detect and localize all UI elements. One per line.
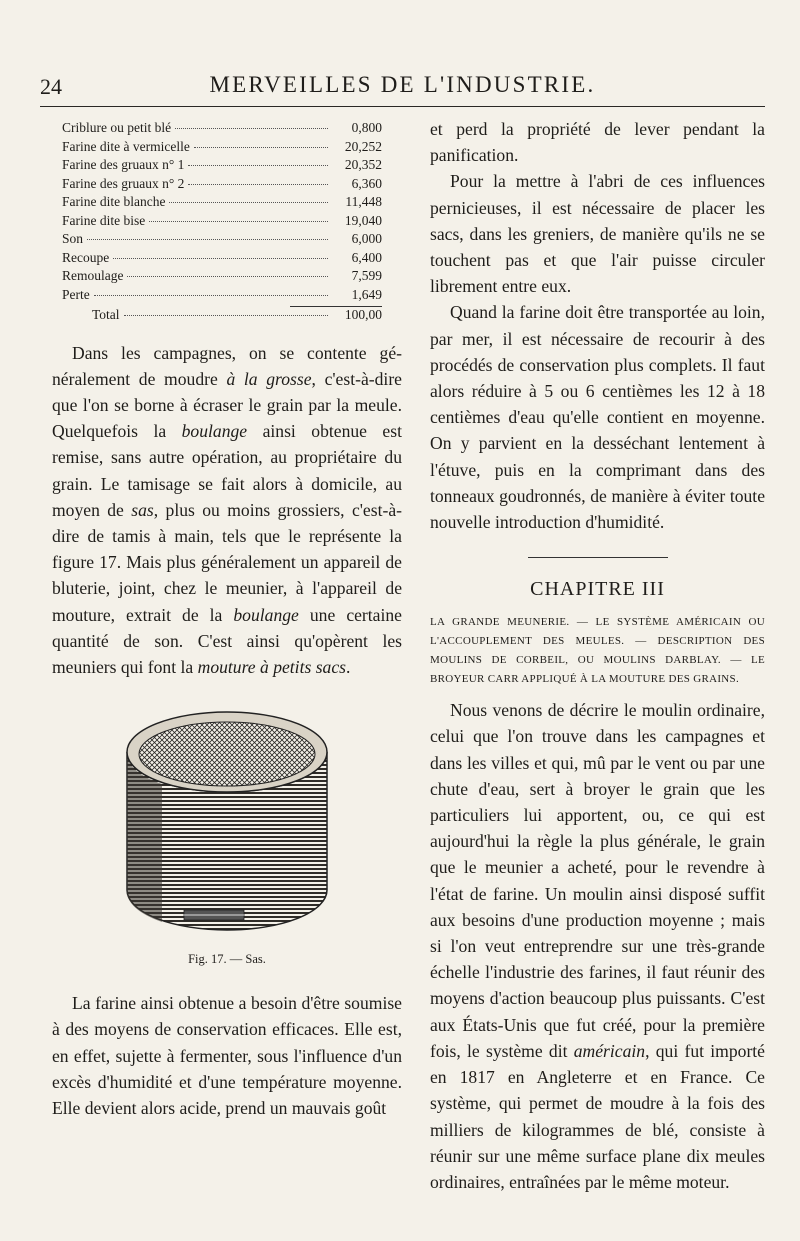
leader-dots bbox=[194, 147, 328, 148]
table-row bbox=[62, 268, 382, 287]
paragraph-continuation: et perd la propriété de lever pendant la panification. bbox=[430, 119, 765, 166]
row-label: Farine dite bise bbox=[62, 212, 146, 228]
italic-term: américain bbox=[573, 1040, 646, 1061]
row-label: Farine dite blanche bbox=[62, 194, 166, 209]
row-value: 0,800 bbox=[351, 120, 382, 135]
table-row bbox=[62, 157, 382, 176]
text: une certaine quantité de son. C'est ainsi qu'opèrent les meuniers qui font la bbox=[52, 604, 402, 677]
text: ainsi obtenue est remise, sans autre opération, au propriétaire du grain. Le tamisage se fait alors à domicile, au moyen de bbox=[52, 421, 402, 520]
row-value: 20,352 bbox=[344, 157, 382, 172]
row-value: 11,448 bbox=[345, 194, 382, 209]
table-row bbox=[62, 250, 382, 269]
row-value: 7,599 bbox=[351, 268, 382, 283]
total-label: Total bbox=[92, 307, 120, 322]
leader-dots bbox=[87, 239, 328, 240]
leader-dots bbox=[127, 276, 328, 277]
leader-dots bbox=[169, 202, 328, 203]
table-row bbox=[62, 231, 382, 250]
text: Dans les campagnes, on se contente généralement de moudre bbox=[52, 342, 402, 389]
total-value: 100,00 bbox=[344, 307, 382, 322]
figure-caption: Fig. 17. — Sas. bbox=[188, 952, 266, 967]
row-value: 1,649 bbox=[351, 286, 382, 302]
paragraph-campagnes bbox=[52, 340, 402, 681]
section-divider bbox=[528, 557, 668, 558]
table-row bbox=[62, 194, 382, 213]
left-column bbox=[52, 120, 402, 1121]
italic-term: à la grosse bbox=[226, 368, 312, 389]
leader-dots bbox=[113, 258, 328, 259]
leader-dots bbox=[124, 315, 328, 316]
leader-dots bbox=[175, 128, 328, 129]
text: , c'est-à-dire que l'on se borne à écraser le grain par la meule. Quelquefois la bbox=[52, 368, 402, 442]
table-row bbox=[62, 120, 382, 139]
flour-yield-table bbox=[62, 120, 382, 326]
row-label: Criblure ou petit blé bbox=[62, 120, 172, 135]
row-label: Farine des gruaux n° 2 bbox=[62, 175, 185, 191]
paragraph-transport: Quand la farine doit être transportée au loin, par mer, il est nécessaire de recourir à des procédés de conservation plus complets. Il faut alors réduire à 5 ou 6 centièmes les 12 à 18 centièmes d'eau qu'elle contient en moyenne. On y parvient en la desséchant lentement à l'étuve, puis en la comprimant dans des tonneaux goudronnés, de manière à éviter toute nouvelle introduction d'humidité. bbox=[430, 302, 765, 533]
table-row bbox=[62, 139, 382, 158]
row-value: 20,252 bbox=[344, 138, 382, 154]
right-column bbox=[430, 116, 765, 1195]
running-title: MERVEILLES DE L'INDUSTRIE. bbox=[209, 72, 596, 97]
leader-dots bbox=[94, 295, 328, 296]
italic-term: sas bbox=[131, 499, 154, 520]
paragraph-moulin bbox=[430, 697, 765, 1195]
table-row bbox=[62, 176, 382, 195]
leader-dots bbox=[188, 165, 328, 166]
text: , plus ou moins grossiers, c'est-à-dire de tamis à main, tels que le représente la figure 17. Mais plus généralement un appareil de bluterie, joint, chez le meunier, à l'appareil de mouture, extrait de la bbox=[52, 499, 402, 625]
row-label: Farine dite à vermicelle bbox=[62, 138, 190, 154]
row-label: Recoupe bbox=[62, 249, 110, 265]
row-label: Farine des gruaux n° 1 bbox=[62, 157, 185, 172]
text: . bbox=[346, 656, 351, 677]
italic-term: boulange bbox=[233, 604, 299, 625]
chapter-summary: LA GRANDE MEUNERIE. — LE SYSTÈME AMÉRICAIN OU L'ACCOUPLEMENT DES MEULES. — DESCRIPTION DES MOULINS DE CORBEIL, OU MOULINS DARBLAY. — LE BROYEUR CARR APPLIQUÉ À LA MOUTURE DES GRAINS. bbox=[430, 616, 765, 686]
row-label: Perte bbox=[62, 286, 90, 302]
italic-term: boulange bbox=[181, 421, 248, 442]
text: Nous venons de décrire le moulin ordinaire, celui que l'on trouve dans les campagnes et dans les villes et qui, mû par le vent ou par une chute d'eau, sert à broyer le grain que les particuliers lui apportent, ou, ce qui est aujourd'hui la règle la plus générale, le grain que le meunier a acheté, pour le revendre à l'état de farine. Un moulin ainsi disposé suffit aux besoins d'une production moyenne ; mais si l'on veut entreprendre sur une très-grande échelle l'industrie des farines, il faut réunir des moyens d'action beaucoup plus puissants. C'est aux États-Unis que fut créé, pour la première fois, le système dit bbox=[430, 700, 765, 1061]
paragraph-greniers: Pour la mettre à l'abri de ces influences pernicieuses, il est nécessaire de placer les sacs, dans les greniers, de manière qu'ils ne se touchent pas et que l'air puisse circuler librement entre eux. bbox=[430, 171, 765, 297]
chapter-title: CHAPITRE III bbox=[530, 578, 665, 601]
sieve-illustration bbox=[122, 700, 332, 940]
figure-sieve bbox=[52, 700, 402, 990]
total-row bbox=[62, 307, 382, 326]
table-row bbox=[62, 213, 382, 232]
row-value: 6,360 bbox=[351, 175, 382, 191]
row-value: 6,000 bbox=[351, 231, 382, 246]
leader-dots bbox=[188, 184, 328, 185]
row-label: Remoulage bbox=[62, 268, 124, 283]
row-value: 19,040 bbox=[344, 212, 382, 228]
leader-dots bbox=[149, 221, 328, 222]
table-row bbox=[62, 287, 382, 306]
row-value: 6,400 bbox=[351, 249, 382, 265]
text: , qui fut importé en 1817 en Angleterre et en France. Ce système, qui permet de moudre à la fois des milliers de kilogrammes de blé, consiste à réunir sur une même surface plane dix meules ordinaires, entraînées par le même moteur. bbox=[430, 1040, 765, 1192]
row-label: Son bbox=[62, 231, 84, 246]
page-header bbox=[40, 68, 765, 107]
page-number: 24 bbox=[40, 74, 62, 99]
italic-term: mouture à petits sacs bbox=[197, 656, 347, 677]
paragraph-conservation: La farine ainsi obtenue a besoin d'être soumise à des moyens de conservation efficaces. Elle est, en effet, sujette à fermenter, sous l'influence d'un excès d'humidité et d'une température moyenne. Elle devient alors acide, prend un mauvais goût bbox=[52, 993, 402, 1118]
